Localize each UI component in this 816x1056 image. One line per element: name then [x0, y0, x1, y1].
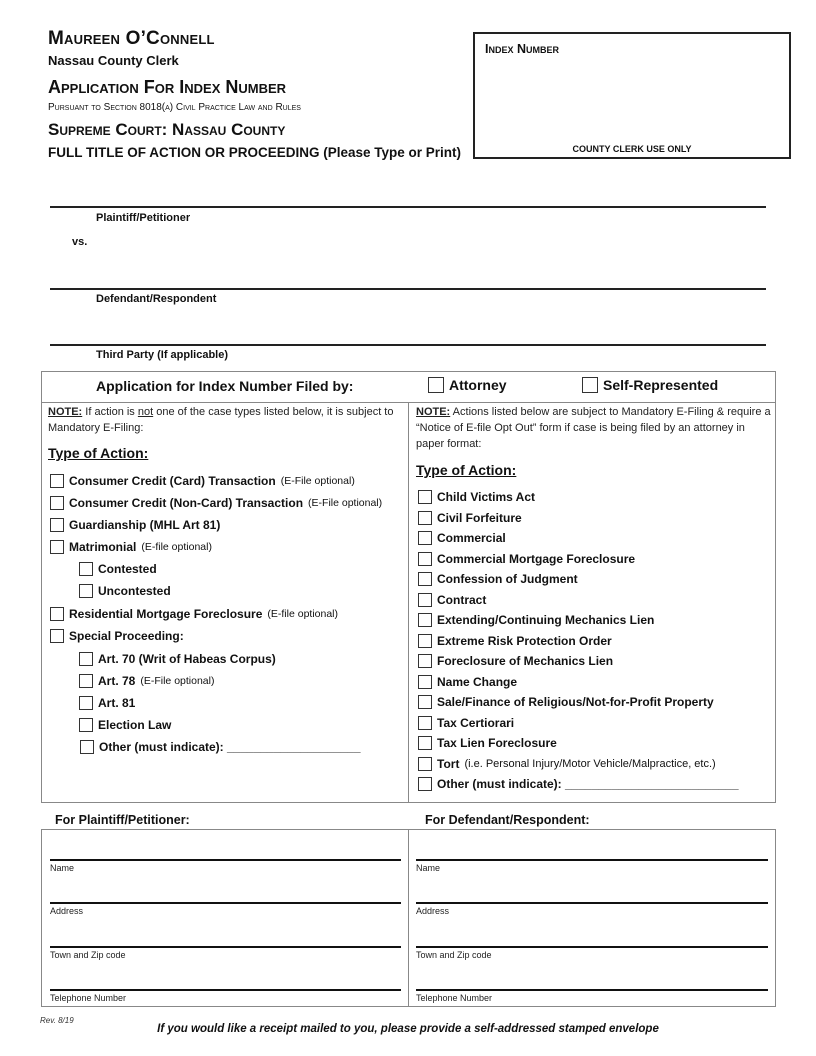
action-election-law[interactable]: [79, 718, 171, 732]
left-note: [48, 404, 403, 436]
checkbox[interactable]: [418, 572, 432, 586]
action-art-70[interactable]: [79, 652, 276, 666]
action-special-proceeding[interactable]: [50, 629, 184, 643]
plaintiff-telephone-field[interactable]: [50, 989, 401, 991]
item-label: Tax Certiorari: [437, 716, 515, 730]
item-label: Commercial: [437, 531, 506, 545]
checkbox[interactable]: [418, 634, 432, 648]
action-name-change[interactable]: [418, 675, 517, 689]
left-note-emphasis: not: [137, 406, 154, 418]
action-tax-lien-foreclosure[interactable]: [418, 736, 557, 750]
defendant-telephone-field[interactable]: [416, 989, 768, 991]
defendant-telephone-label: Telephone Number: [416, 993, 493, 1003]
action-matrimonial-uncontested[interactable]: [79, 584, 171, 598]
item-label: Matrimonial: [69, 540, 137, 554]
item-label: Art. 70 (Writ of Habeas Corpus): [98, 652, 276, 666]
checkbox[interactable]: [79, 584, 93, 598]
self-represented-checkbox[interactable]: [582, 377, 598, 393]
action-foreclosure-mechanics-lien[interactable]: [418, 654, 613, 668]
item-label: Contested: [98, 562, 157, 576]
item-note: (E-File optional): [280, 475, 355, 487]
action-commercial-mortgage-foreclosure[interactable]: [418, 552, 635, 566]
action-extending-mechanics-lien[interactable]: [418, 613, 654, 627]
defendant-address-field[interactable]: [416, 902, 768, 904]
defendant-town-zip-label: Town and Zip code: [416, 950, 492, 960]
attorney-checkbox[interactable]: [428, 377, 444, 393]
checkbox[interactable]: [80, 740, 94, 754]
item-label: Civil Forfeiture: [437, 511, 522, 525]
third-party-label: Third Party (If applicable): [96, 349, 229, 361]
action-child-victims-act[interactable]: [418, 490, 535, 504]
right-note-prefix: NOTE:: [416, 406, 451, 418]
checkbox[interactable]: [50, 607, 64, 621]
defendant-contact-heading: For Defendant/Respondent:: [425, 813, 590, 827]
plaintiff-label: Plaintiff/Petitioner: [96, 212, 191, 224]
item-label: Consumer Credit (Card) Transaction: [69, 474, 276, 488]
plaintiff-line[interactable]: [50, 206, 766, 208]
item-note: (i.e. Personal Injury/Motor Vehicle/Malpractice, etc.): [464, 758, 716, 770]
checkbox[interactable]: [418, 777, 432, 791]
column-divider: [408, 402, 409, 802]
plaintiff-address-field[interactable]: [50, 902, 401, 904]
defendant-name-label: Name: [416, 863, 441, 873]
checkbox[interactable]: [418, 675, 432, 689]
checkbox[interactable]: [79, 718, 93, 732]
left-note-text: If action is: [82, 406, 138, 418]
action-art-78[interactable]: [79, 674, 214, 688]
item-label: Uncontested: [98, 584, 171, 598]
form-title: Application For Index Number: [48, 77, 287, 97]
third-party-line[interactable]: [50, 344, 766, 346]
action-other-left[interactable]: [80, 740, 361, 754]
checkbox[interactable]: [50, 629, 64, 643]
clerk-title: Nassau County Clerk: [48, 53, 179, 68]
action-sale-finance-religious-property[interactable]: [418, 695, 714, 709]
action-commercial[interactable]: [418, 531, 506, 545]
pursuant-statute: Pursuant to Section 8018(a) Civil Practice Law and Rules: [48, 102, 301, 113]
filed-by-attorney-option[interactable]: [428, 377, 507, 393]
action-matrimonial[interactable]: [50, 540, 212, 554]
right-type-of-action-heading: Type of Action:: [416, 462, 517, 478]
contact-divider: [408, 830, 409, 1006]
checkbox[interactable]: [50, 518, 64, 532]
action-contract[interactable]: [418, 593, 486, 607]
checkbox[interactable]: [418, 511, 432, 525]
filed-by-row: [42, 372, 775, 403]
checkbox[interactable]: [50, 474, 64, 488]
plaintiff-telephone-label: Telephone Number: [50, 993, 127, 1003]
checkbox[interactable]: [418, 593, 432, 607]
item-label: Confession of Judgment: [437, 572, 578, 586]
checkbox[interactable]: [418, 490, 432, 504]
checkbox[interactable]: [418, 531, 432, 545]
item-label: Special Proceeding:: [69, 629, 184, 643]
left-type-of-action-heading: Type of Action:: [48, 445, 149, 461]
plaintiff-town-zip-label: Town and Zip code: [50, 950, 126, 960]
action-tort[interactable]: [418, 757, 716, 771]
item-label: Residential Mortgage Foreclosure: [69, 607, 263, 621]
item-label: Other (must indicate): __________________________: [437, 777, 739, 791]
item-label: Commercial Mortgage Foreclosure: [437, 552, 636, 566]
action-art-81[interactable]: [79, 696, 135, 710]
left-note-prefix: NOTE:: [48, 406, 83, 418]
plaintiff-address-label: Address: [50, 906, 84, 916]
receipt-note: If you would like a receipt mailed to you, please provide a self-addressed stamped envelope: [157, 1023, 659, 1035]
item-note: (E-File optional): [308, 497, 383, 509]
plaintiff-town-zip-field[interactable]: [50, 946, 401, 948]
item-label: Other (must indicate): ____________________: [99, 740, 361, 754]
item-label: Foreclosure of Mechanics Lien: [437, 654, 614, 668]
checkbox[interactable]: [79, 562, 93, 576]
checkbox[interactable]: [418, 654, 432, 668]
item-label: Sale/Finance of Religious/Not-for-Profit Property: [437, 695, 714, 709]
item-label: Contract: [437, 593, 487, 607]
defendant-name-field[interactable]: [416, 859, 768, 861]
index-number-box[interactable]: [473, 32, 791, 159]
item-label: Extreme Risk Protection Order: [437, 634, 612, 648]
item-label: Guardianship (MHL Art 81): [69, 518, 221, 532]
checkbox[interactable]: [418, 757, 432, 771]
checkbox[interactable]: [418, 716, 432, 730]
self-represented-label: Self-Represented: [603, 377, 719, 393]
checkbox[interactable]: [418, 695, 432, 709]
action-other-right[interactable]: [418, 777, 739, 791]
defendant-address-label: Address: [416, 906, 450, 916]
plaintiff-name-field[interactable]: [50, 859, 401, 861]
type-of-action-box: [41, 371, 776, 803]
action-tax-certiorari[interactable]: [418, 716, 514, 730]
versus-label: vs.: [72, 236, 88, 248]
item-label: Child Victims Act: [437, 490, 536, 504]
item-label: Tort: [437, 757, 460, 771]
item-label: Consumer Credit (Non-Card) Transaction: [69, 496, 304, 510]
filed-by-self-represented-option[interactable]: [582, 377, 718, 393]
item-label: Art. 78: [98, 674, 136, 688]
checkbox[interactable]: [418, 613, 432, 627]
filed-by-label: Application for Index Number Filed by:: [96, 378, 354, 394]
clerk-use-only-label: COUNTY CLERK USE ONLY: [572, 144, 692, 154]
action-civil-forfeiture[interactable]: [418, 511, 522, 525]
item-label: Tax Lien Foreclosure: [437, 736, 557, 750]
checkbox[interactable]: [79, 696, 93, 710]
action-consumer-credit-card[interactable]: [50, 474, 355, 488]
item-label: Art. 81: [98, 696, 136, 710]
contact-info-box: [41, 829, 776, 1007]
plaintiff-name-label: Name: [50, 863, 75, 873]
clerk-name: Maureen O’Connell: [48, 28, 215, 49]
action-consumer-credit-non-card[interactable]: [50, 496, 382, 510]
index-number-label: Index Number: [485, 42, 559, 56]
left-note-text-2: one of the case types listed below, it is subject to Mandatory E-Filing:: [48, 406, 394, 434]
plaintiff-contact-heading: For Plaintiff/Petitioner:: [55, 813, 190, 827]
item-label: Name Change: [437, 675, 518, 689]
attorney-label: Attorney: [449, 377, 507, 393]
action-matrimonial-contested[interactable]: [79, 562, 157, 576]
defendant-line[interactable]: [50, 288, 766, 290]
right-note-text: Actions listed below are subject to Mandatory E-Filing & require a “Notice of E-file Opt Out” form if case is being filed by an attorney in paper format:: [416, 406, 771, 450]
action-extreme-risk-protection-order[interactable]: [418, 634, 612, 648]
checkbox[interactable]: [50, 540, 64, 554]
item-label: Election Law: [98, 718, 172, 732]
checkbox[interactable]: [50, 496, 64, 510]
item-note: (E-file optional): [141, 541, 212, 553]
checkbox[interactable]: [418, 736, 432, 750]
court-name: Supreme Court: Nassau County: [48, 120, 286, 139]
action-guardianship[interactable]: [50, 518, 220, 532]
right-note: [416, 404, 772, 452]
defendant-label: Defendant/Respondent: [96, 293, 217, 305]
action-confession-of-judgment[interactable]: [418, 572, 578, 586]
item-note: (E-File optional): [140, 675, 215, 687]
revision-label: Rev. 8/19: [40, 1016, 74, 1025]
checkbox[interactable]: [79, 652, 93, 666]
item-label: Extending/Continuing Mechanics Lien: [437, 613, 655, 627]
defendant-town-zip-field[interactable]: [416, 946, 768, 948]
checkbox[interactable]: [418, 552, 432, 566]
full-title-label: FULL TITLE OF ACTION OR PROCEEDING (Please Type or Print): [48, 145, 462, 160]
item-note: (E-file optional): [267, 608, 339, 620]
action-residential-mortgage-foreclosure[interactable]: [50, 607, 338, 621]
checkbox[interactable]: [79, 674, 93, 688]
